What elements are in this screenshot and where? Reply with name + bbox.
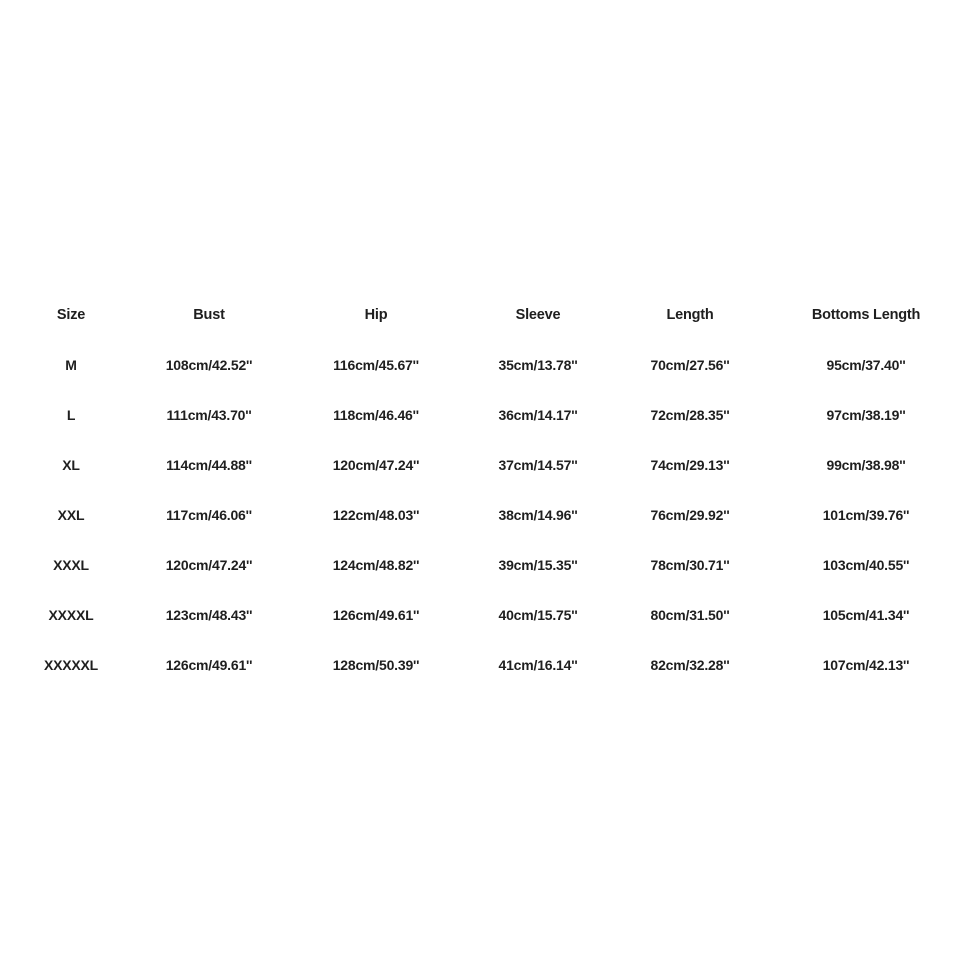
table-row: [0, 390, 980, 440]
cell-bust: 123cm/48.43'': [165, 607, 253, 623]
cell-size: XXXXXL: [43, 657, 99, 673]
cell-bottoms-length: 103cm/40.55'': [822, 557, 910, 573]
table-row: [0, 640, 980, 690]
cell-hip: 126cm/49.61'': [332, 607, 420, 623]
table-row: [0, 490, 980, 540]
cell-sleeve: 35cm/13.78'': [498, 357, 578, 373]
cell-length: 76cm/29.92'': [650, 507, 730, 523]
cell-hip: 128cm/50.39'': [332, 657, 420, 673]
cell-sleeve: 38cm/14.96'': [498, 507, 578, 523]
cell-bust: 120cm/47.24'': [165, 557, 253, 573]
cell-bust: 108cm/42.52'': [165, 357, 253, 373]
cell-bottoms-length: 105cm/41.34'': [822, 607, 910, 623]
cell-bottoms-length: 107cm/42.13'': [822, 657, 910, 673]
cell-size: XXXL: [53, 557, 89, 573]
cell-bottoms-length: 99cm/38.98'': [826, 457, 906, 473]
table-row: [0, 540, 980, 590]
cell-bust: 126cm/49.61'': [165, 657, 253, 673]
cell-bust: 117cm/46.06'': [166, 507, 252, 523]
cell-length: 74cm/29.13'': [650, 457, 730, 473]
header-sleeve: Sleeve: [515, 307, 561, 323]
cell-hip: 118cm/46.46'': [333, 407, 419, 423]
cell-length: 80cm/31.50'': [650, 607, 730, 623]
cell-size: XXL: [57, 507, 85, 523]
cell-bottoms-length: 97cm/38.19'': [826, 407, 906, 423]
table-row: [0, 440, 980, 490]
cell-length: 70cm/27.56'': [650, 357, 730, 373]
header-size: Size: [56, 307, 86, 323]
cell-length: 78cm/30.71'': [650, 557, 730, 573]
cell-bust: 114cm/44.88'': [166, 457, 252, 473]
header-length: Length: [666, 307, 714, 323]
cell-hip: 122cm/48.03'': [332, 507, 420, 523]
cell-size: L: [66, 407, 76, 423]
cell-size: M: [65, 357, 77, 373]
table-row: [0, 340, 980, 390]
cell-hip: 124cm/48.82'': [332, 557, 420, 573]
cell-sleeve: 37cm/14.57'': [498, 457, 578, 473]
cell-hip: 116cm/45.67'': [333, 357, 419, 373]
cell-bottoms-length: 101cm/39.76'': [822, 507, 910, 523]
cell-bottoms-length: 95cm/37.40'': [826, 357, 906, 373]
cell-size: XL: [62, 457, 80, 473]
table-row: [0, 590, 980, 640]
cell-bust: 111cm/43.70'': [166, 407, 252, 423]
cell-sleeve: 36cm/14.17'': [498, 407, 578, 423]
header-hip: Hip: [364, 307, 388, 323]
table-header-row: [0, 290, 980, 340]
cell-length: 82cm/32.28'': [650, 657, 730, 673]
size-chart-table: [0, 290, 980, 690]
cell-sleeve: 40cm/15.75'': [498, 607, 578, 623]
cell-length: 72cm/28.35'': [650, 407, 730, 423]
cell-size: XXXXL: [48, 607, 94, 623]
cell-hip: 120cm/47.24'': [332, 457, 420, 473]
cell-sleeve: 39cm/15.35'': [498, 557, 578, 573]
header-bust: Bust: [193, 307, 225, 323]
header-bottoms-length: Bottoms Length: [811, 307, 921, 323]
cell-sleeve: 41cm/16.14'': [498, 657, 578, 673]
